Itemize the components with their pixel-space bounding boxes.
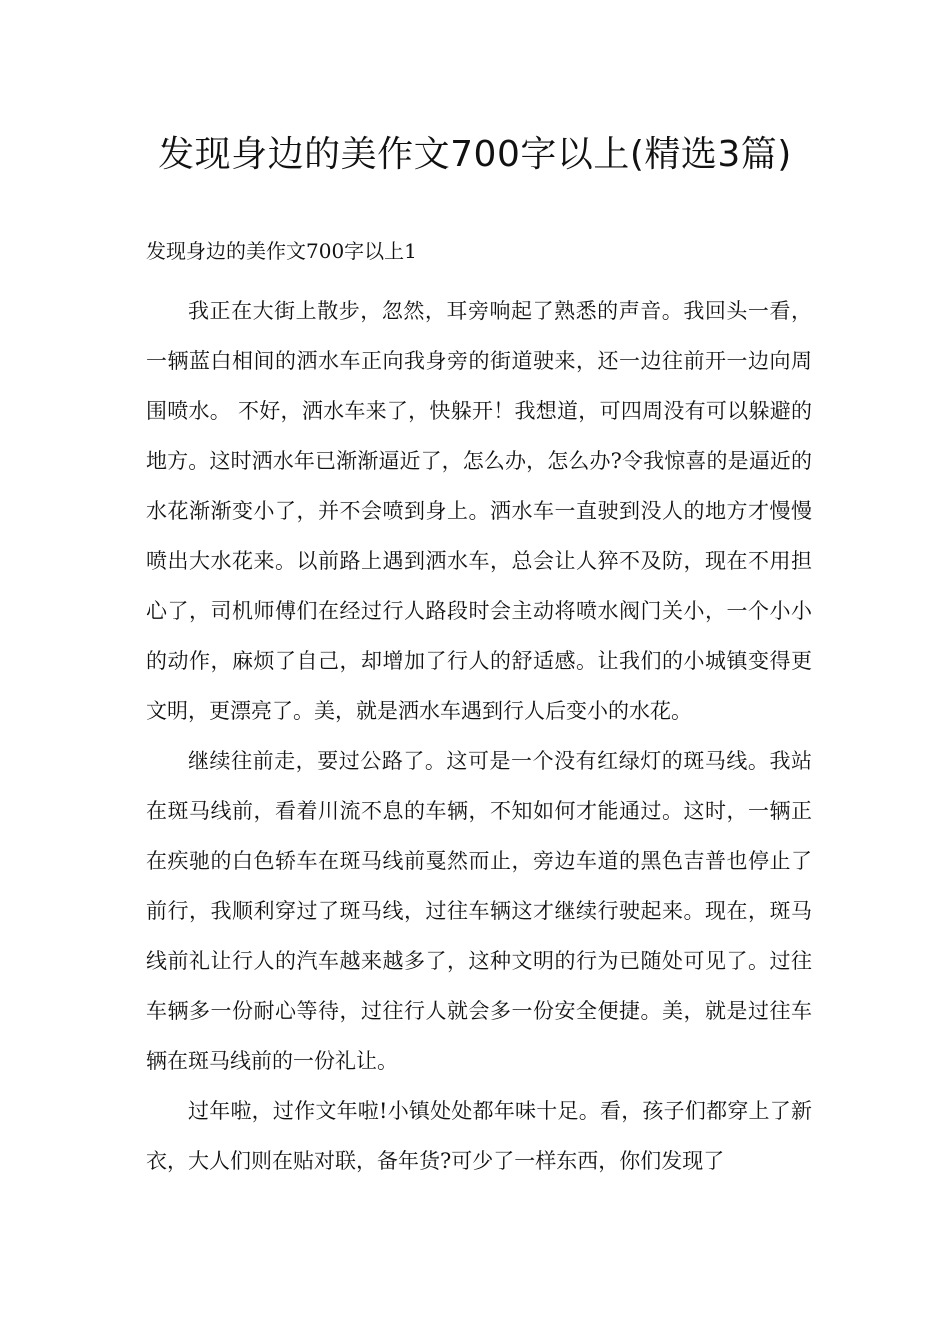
paragraph-2: 继续往前走，要过公路了。这可是一个没有红绿灯的斑马线。我站在斑马线前，看着川流不息的车辆，不知如何才能通过。这时，一辆正在疾驰的白色轿车在斑马线前戛然而止，旁边车道的黑色吉普也停止了前行，我顺利穿过了斑马线，过往车辆这才继续行驶起来。现在，斑马线前礼让行人的汽车越来越多了，这种文明的行为已随处可见了。过往车辆多一份耐心等待，过往行人就会多一份安全便捷。美，就是过往车辆在斑马线前的一份礼让。 bbox=[146, 749, 812, 1073]
paragraph-1: 我正在大街上散步，忽然，耳旁响起了熟悉的声音。我回头一看，一辆蓝白相间的洒水车正向我身旁的街道驶来，还一边往前开一边向周围喷水。 不好，洒水车来了，快躲开！我想道，可四周没有可以躲避的地方。这时洒水年已渐渐逼近了，怎么办，怎么办?令我惊喜的是逼近的水花渐渐变小了，并不会喷到身上。洒水车一直驶到没人的地方才慢慢喷出大水花来。以前路上遇到洒水车，总会让人猝不及防，现在不用担心了，司机师傅们在经过行人路段时会主动将喷水阀门关小，一个小小的动作，麻烦了自己，却增加了行人的舒适感。让我们的小城镇变得更文明，更漂亮了。美，就是洒水车遇到行人后变小的水花。 bbox=[146, 299, 812, 723]
document-title: 发现身边的美作文700字以上(精选3篇) bbox=[158, 134, 792, 175]
paragraph-3: 过年啦，过作文年啦!小镇处处都年味十足。看，孩子们都穿上了新衣，大人们则在贴对联，备年货?可少了一样东西，你们发现了 bbox=[146, 1099, 812, 1173]
section-heading: 发现身边的美作文700字以上1 bbox=[146, 239, 417, 263]
essay-body bbox=[146, 286, 812, 1186]
